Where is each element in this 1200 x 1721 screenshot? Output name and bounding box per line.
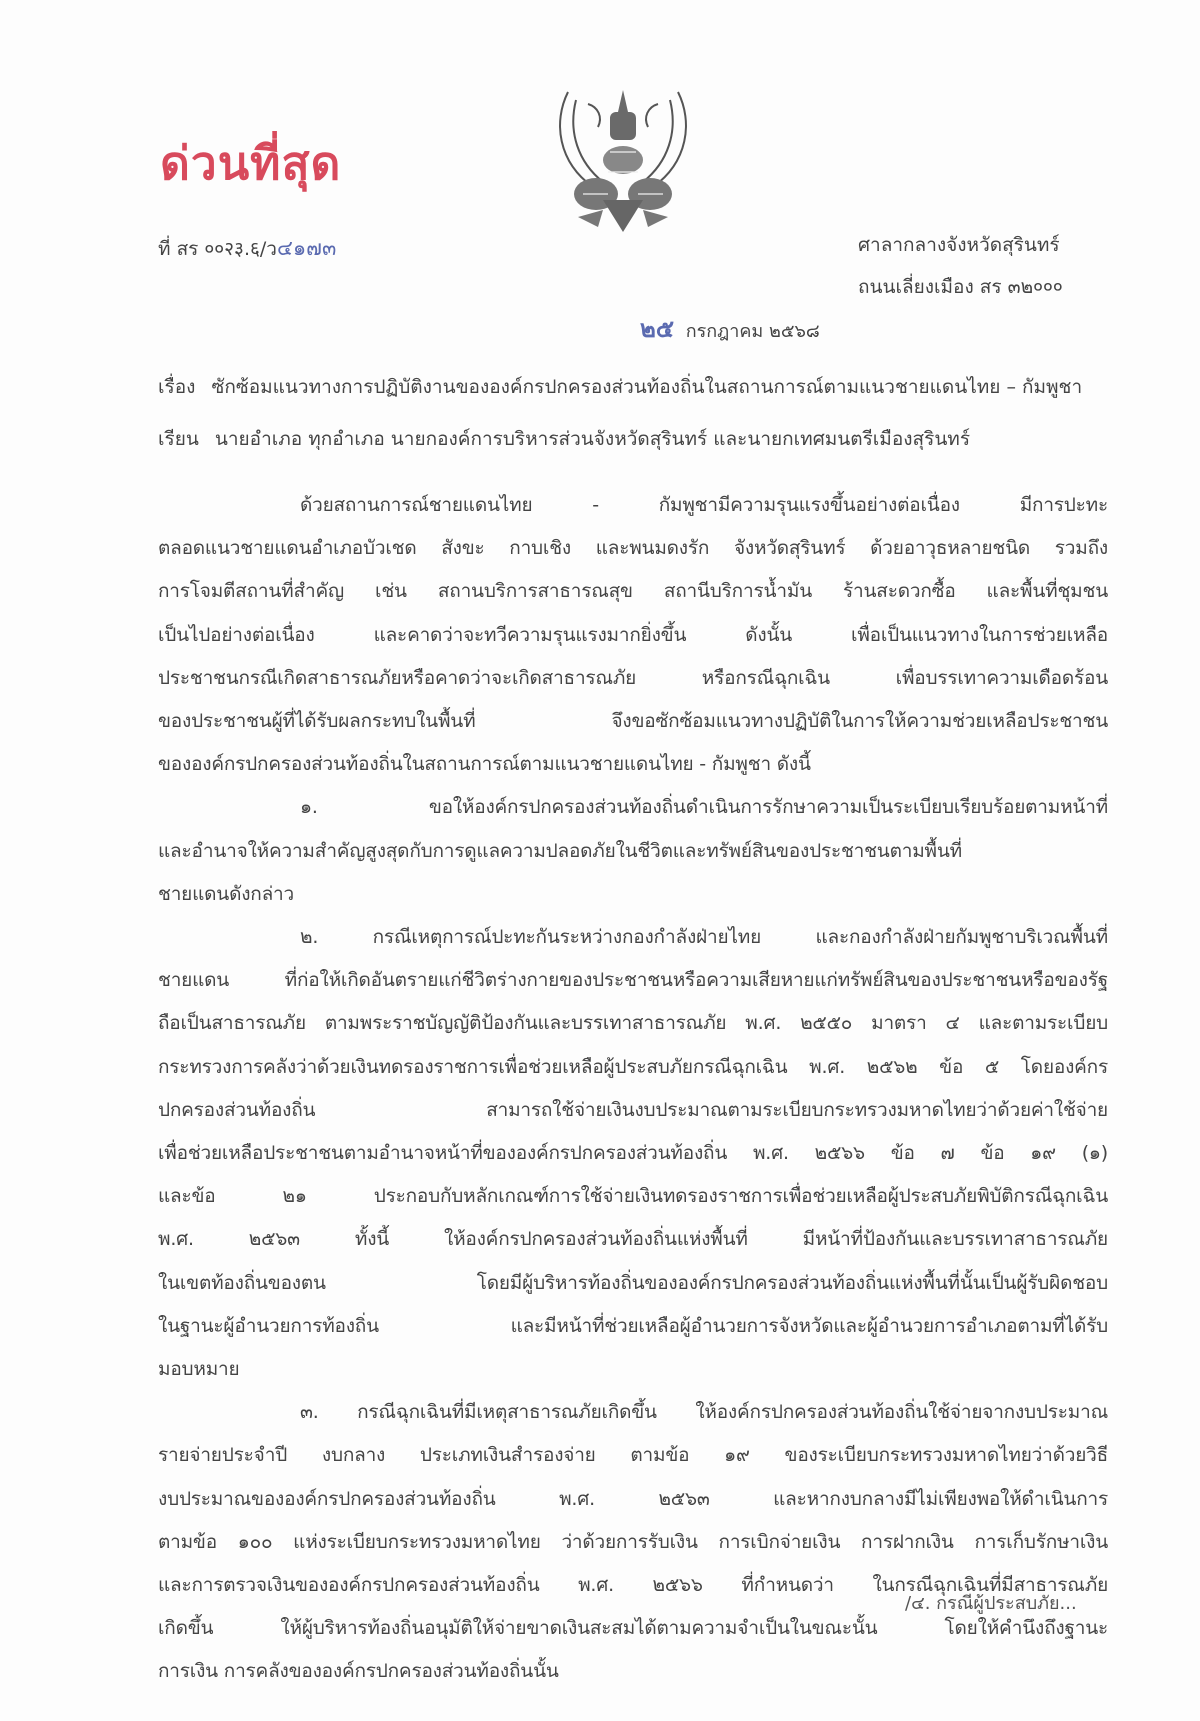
salutation-text: นายอำเภอ ทุกอำเภอ นายกองค์การบริหารส่วนจังหวัดสุรินทร์ และนายกเทศมนตรีเมืองสุรินทร์ (214, 428, 971, 450)
body-text-line: ปกครองส่วนท้องถิ่น สามารถใช้จ่ายเงินงบประมาณตามระเบียบกระทรวงมหาดไทยว่าด้วยค่าใช้จ่าย (158, 1098, 1108, 1121)
date-day-handwritten: ๒๕ (640, 315, 674, 343)
subject-text: ซักซ้อมแนวทางการปฏิบัติงานขององค์กรปกครองส่วนท้องถิ่นในสถานการณ์ตามแนวชายแดนไทย – กัมพูชา (211, 376, 1083, 398)
body-text-line: ๒. กรณีเหตุการณ์ปะทะกันระหว่างกองกำลังฝ่ายไทย และกองกำลังฝ่ายกัมพูชาบริเวณพื้นที่ (300, 926, 1108, 948)
address-line-2: ถนนเลี่ยงเมือง สร ๓๒००० (858, 276, 1063, 298)
date-month-year: กรกฎาคม ๒๕๖๘ (685, 321, 820, 342)
body-text-line: เป็นไปอย่างต่อเนื่อง และคาดว่าจะทวีความรุนแรงมากยิ่งขึ้น ดังนั้น เพื่อเป็นแนวทางในการช่วยเหลือ (158, 623, 1108, 646)
subject-label: เรื่อง (158, 376, 196, 398)
reference-handwritten-number: ๔๑๗๓ (276, 236, 337, 260)
body-text-line: ตลอดแนวชายแดนอำเภอบัวเชด สังขะ กาบเชิง และพนมดงรัก จังหวัดสุรินทร์ ด้วยอาวุธหลายชนิด รวมถึง (158, 537, 1108, 560)
garuda-emblem-icon (548, 82, 698, 242)
body-text-line: พ.ศ. ๒๕๖๓ ทั้งนี้ ให้องค์กรปกครองส่วนท้องถิ่นแห่งพื้นที่ มีหน้าที่ป้องกันและบรรเทาสาธารณภัย (158, 1228, 1108, 1251)
body-text-line: มอบหมาย (158, 1358, 240, 1380)
address-line-1: ศาลากลางจังหวัดสุรินทร์ (858, 234, 1060, 256)
subject-line (158, 372, 1082, 402)
body-text-line: ในฐานะผู้อำนวยการท้องถิ่น และมีหน้าที่ช่วยเหลือผู้อำนวยการจังหวัดและผู้อำนวยการอำเภอตามที่ได้รับ (158, 1314, 1108, 1337)
body-text-line: ขององค์กรปกครองส่วนท้องถิ่นในสถานการณ์ตามแนวชายแดนไทย - กัมพูชา ดังนี้ (158, 753, 811, 776)
body-text-line: ชายแดน ที่ก่อให้เกิดอันตรายแก่ชีวิตร่างกายของประชาชนหรือความเสียหายแก่ทรัพย์สินของประชาชนหรือของรัฐ (158, 969, 1108, 992)
body-text-line: และอำนาจให้ความสำคัญสูงสุดกับการดูแลความปลอดภัยในชีวิตและทรัพย์สินของประชาชนตามพื้นที่ (158, 839, 962, 862)
body-text-line: และการตรวจเงินขององค์กรปกครองส่วนท้องถิ่น พ.ศ. ๒๕๖๖ ที่กำหนดว่า ในกรณีฉุกเฉินที่มีสาธารณภัย (158, 1574, 1108, 1596)
reference-label: ที่ (158, 238, 171, 260)
salutation-label: เรียน (158, 428, 199, 450)
reference-number (158, 232, 336, 265)
body-text-line: รายจ่ายประจำปี งบกลาง ประเภทเงินสำรองจ่าย ตามข้อ ๑๙ ของระเบียบกระทรวงมหาดไทยว่าด้วยวิธี (158, 1444, 1108, 1467)
document-date (640, 309, 820, 348)
body-text-line: ถือเป็นสาธารณภัย ตามพระราชบัญญัติป้องกันและบรรเทาสาธารณภัย พ.ศ. ๒๕๕๐ มาตรา ๔ และตามระเบียบ (158, 1012, 1108, 1035)
salutation-line (158, 424, 970, 454)
body-text-line: งบประมาณขององค์กรปกครองส่วนท้องถิ่น พ.ศ. ๒๕๖๓ และหากงบกลางมีไม่เพียงพอให้ดำเนินการ (158, 1487, 1108, 1510)
body-text-line: เกิดขึ้น ให้ผู้บริหารท้องถิ่นอนุมัติให้จ่ายขาดเงินสะสมได้ตามความจำเป็นในขณะนั้น โดยให้คำนึงถึงฐานะ (158, 1617, 1108, 1640)
sender-address (858, 224, 1063, 308)
body-text-line: ตามข้อ ๑๐๐ แห่งระเบียบกระทรวงมหาดไทย ว่าด้วยการรับเงิน การเบิกจ่ายเงิน การฝากเงิน การเก็บรักษาเงิน (158, 1530, 1108, 1553)
body-text-line: ประชาชนกรณีเกิดสาธารณภัยหรือคาดว่าจะเกิดสาธารณภัย หรือกรณีฉุกเฉิน เพื่อบรรเทาความเดือดร้อน (158, 666, 1108, 689)
urgency-stamp: ด่วนที่สุด (160, 136, 342, 190)
body-text-line: ในเขตท้องถิ่นของตน โดยมีผู้บริหารท้องถิ่นขององค์กรปกครองส่วนท้องถิ่นแห่งพื้นที่นั้นเป็นผู้รับผิดชอบ (158, 1271, 1108, 1294)
body-text-line: การเงิน การคลังขององค์กรปกครองส่วนท้องถิ่นนั้น (158, 1660, 559, 1683)
body-text-line: กระทรวงการคลังว่าด้วยเงินทดรองราชการเพื่อช่วยเหลือผู้ประสบภัยกรณีฉุกเฉิน พ.ศ. ๒๕๖๒ ข้อ ๕ โดยองค์กร (158, 1055, 1108, 1078)
continuation-note: /๔. กรณีผู้ประสบภัย... (905, 1593, 1077, 1614)
body-text-line: และข้อ ๒๑ ประกอบกับหลักเกณฑ์การใช้จ่ายเงินทดรองราชการเพื่อช่วยเหลือผู้ประสบภัยพิบัติกรณีฉุกเฉิน (158, 1185, 1108, 1208)
reference-code: สร ००२३.६/ว (176, 238, 277, 260)
body-text-line: ๓. กรณีฉุกเฉินที่มีเหตุสาธารณภัยเกิดขึ้น ให้องค์กรปกครองส่วนท้องถิ่นใช้จ่ายจากงบประมาณ (300, 1401, 1108, 1424)
body-text-line: ชายแดนดังกล่าว (158, 882, 294, 905)
body-text-line: การโจมตีสถานที่สำคัญ เช่น สถานบริการสาธารณสุข สถานีบริการน้ำมัน ร้านสะดวกซื้อ และพื้นที่ชุมชน (158, 580, 1108, 603)
body-text-line: ด้วยสถานการณ์ชายแดนไทย - กัมพูชามีความรุนแรงขึ้นอย่างต่อเนื่อง มีการปะทะ (300, 494, 1108, 516)
body-text-line: เพื่อช่วยเหลือประชาชนตามอำนาจหน้าที่ขององค์กรปกครองส่วนท้องถิ่น พ.ศ. ๒๕๖๖ ข้อ ๗ ข้อ ๑๙ (๑) (158, 1142, 1108, 1164)
body-text-line: ๑. ขอให้องค์กรปกครองส่วนท้องถิ่นดำเนินการรักษาความเป็นระเบียบเรียบร้อยตามหน้าที่ (300, 796, 1108, 819)
body-text-line: ของประชาชนผู้ที่ได้รับผลกระทบในพื้นที่ จึงขอซักซ้อมแนวทางปฏิบัติในการให้ความช่วยเหลือประชาชน (158, 710, 1108, 732)
